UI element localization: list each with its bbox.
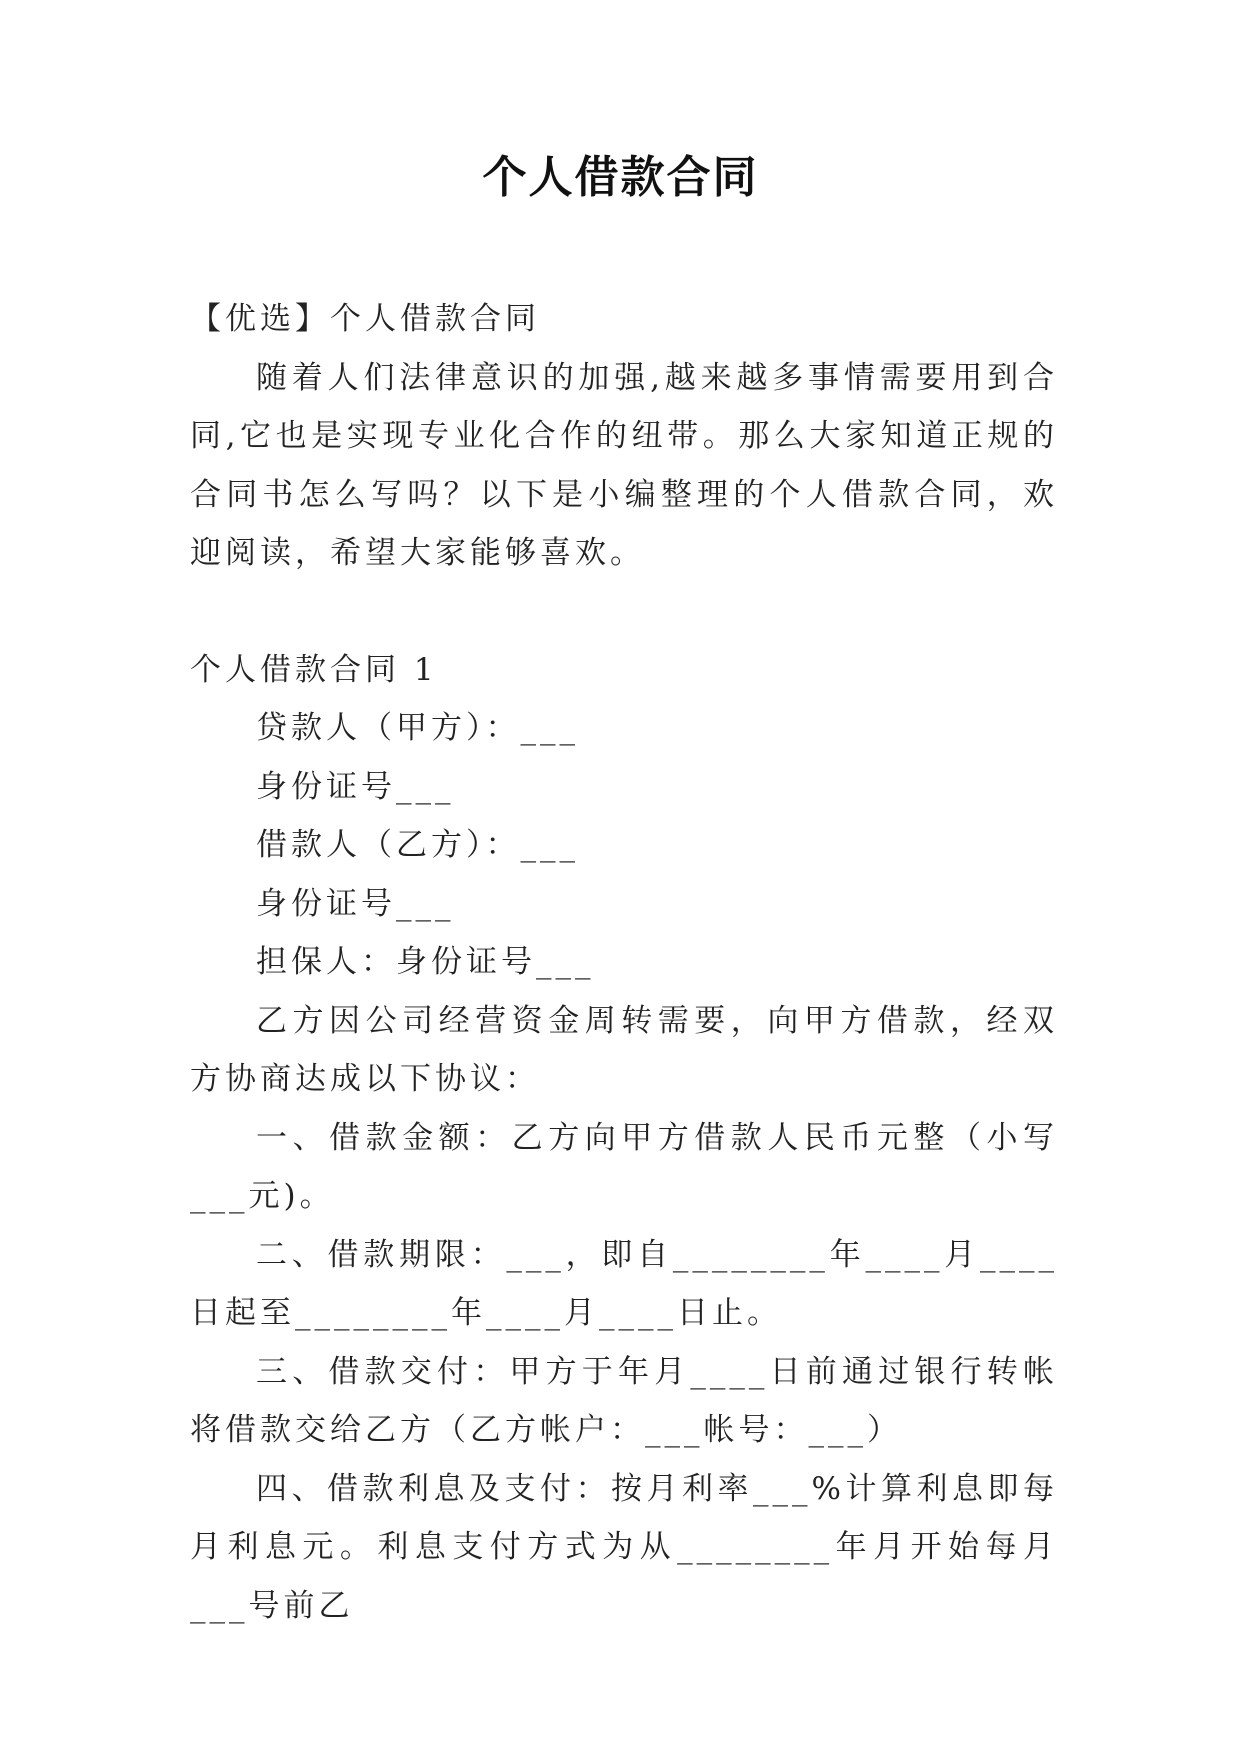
document-title: 个人借款合同 (482, 152, 759, 203)
clause-loan-delivery: 三、借款交付：甲方于年月____日前通过银行转帐将借款交给乙方（乙方帐户：___帐号：___） (190, 1353, 1058, 1448)
preamble-paragraph: 乙方因公司经营资金周转需要，向甲方借款，经双方协商达成以下协议： (190, 1002, 1058, 1097)
borrower-line: 借款人（乙方）：___ (256, 827, 579, 863)
borrower-id-line: 身份证号___ (256, 885, 455, 922)
document-heading: 【优选】个人借款合同 (190, 301, 540, 337)
guarantor-line: 担保人：身份证号___ (256, 944, 595, 980)
clause-loan-amount: 一、借款金额：乙方向甲方借款人民币元整（小写___元)。 (190, 1119, 1058, 1214)
section-title: 个人借款合同 1 (190, 651, 438, 688)
intro-paragraph: 随着人们法律意识的加强,越来越多事情需要用到合同,它也是实现专业化合作的纽带。那么大家知道正规的合同书怎么写吗？以下是小编整理的个人借款合同，欢迎阅读，希望大家能够喜欢。 (190, 359, 1058, 571)
spacer (190, 583, 1058, 641)
clause-loan-interest: 四、借款利息及支付：按月利率___%计算利息即每月利息元。利息支付方式为从________年月开始每月___号前乙 (190, 1470, 1058, 1624)
lender-line: 贷款人（甲方）：___ (256, 710, 579, 746)
document-body (190, 290, 1058, 1635)
lender-id-line: 身份证号___ (256, 768, 455, 805)
clause-loan-term: 二、借款期限：___，即自________年____月____日起至________年____月____日止。 (190, 1236, 1058, 1331)
